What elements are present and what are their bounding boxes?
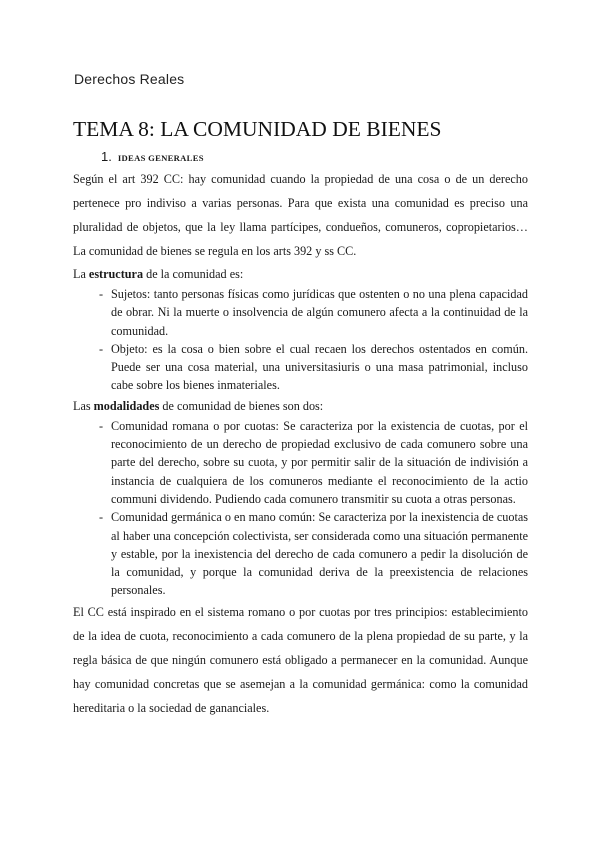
list-item [73,340,528,395]
section-heading [101,148,528,167]
section-label: IDEAS GENERALES [117,153,204,163]
estructura-lead-after: de la comunidad es: [143,267,244,281]
modalidades-keyword: modalidades [93,398,160,413]
running-header: Derechos Reales [74,71,185,87]
intro-paragraph: Según el art 392 CC: hay comunidad cuando la propiedad de una cosa o de un derecho pertenece pro indiviso a varias personas. Para que exista una comunidad es preciso una pluralidad de objetos, que la ley llama partícipes, condueños, comuneros, copropietarios… La comunidad de bienes se regula en los arts 392 y ss CC. [73,172,528,258]
list-item [73,285,528,340]
dash-bullet: - [99,341,104,356]
list-item-text: Objeto: es la cosa o bien sobre el cual recaen los derechos ostentados en común. Puede ser una cosa material, una universitasiuris o una masa patrimonial, incluso cabe sobre los bienes inmateriales. [111,341,528,393]
modalidades-lead-before: Las [73,398,94,413]
dash-bullet: - [99,510,104,525]
list-item-text: Sujetos: tanto personas físicas como jurídicas que ostenten o no una plena capacidad de obrar. Ni la muerte o insolvencia de algún comunero afecta a la continuidad de la comunidad. [111,287,528,338]
estructura-list [73,285,528,395]
estructura-lead-before: La [73,267,89,281]
dash-bullet: - [99,287,104,301]
document-body [73,148,528,720]
list-item-text: Comunidad germánica o en mano común: Se caracteriza por la inexistencia de cuotas al haber una concepción colectivista, ser considerada como una situación permanente y estable, por la inexistencia del derecho de cada comunero a pedir la disolución de la comunidad, y porque la comunidad deriva de la preexistencia de relaciones personales. [111,510,528,598]
closing-paragraph: El CC está inspirado en el sistema romano o por cuotas por tres principios: establecimiento de la idea de cuota, reconocimiento a cada comunero de la plena propiedad de su parte, y la regla básica de que ningún comunero está obligado a permanecer en la comunidad. Aunque hay comunidad concretas que se asemejan a la comunidad germánica: como la comunidad hereditaria o la sociedad de gananciales. [73,604,528,715]
page-title: TEMA 8: LA COMUNIDAD DE BIENES [73,117,442,141]
modalidades-lead-after: de comunidad de bienes son dos: [159,398,324,413]
modalidades-lead [73,395,528,417]
estructura-keyword: estructura [88,267,144,281]
list-item [73,508,528,599]
modalidades-list [73,417,528,600]
section-number: 1. [101,149,112,164]
list-item-text: Comunidad romana o por cuotas: Se caracteriza por la existencia de cuotas, por el reconocimiento de un derecho de propiedad exclusivo de cada comunero sobre una parte del derecho, sobre su cuota, y por permitir salir de la situación de indivisión a instancia de cualquiera de los comuneros mediante el reconocimiento de la actio communi dividendo. Pudiendo cada comunero transmitir su cuota a otras personas. [111,418,528,506]
dash-bullet: - [99,418,104,433]
estructura-lead [73,263,528,285]
list-item [73,417,528,508]
